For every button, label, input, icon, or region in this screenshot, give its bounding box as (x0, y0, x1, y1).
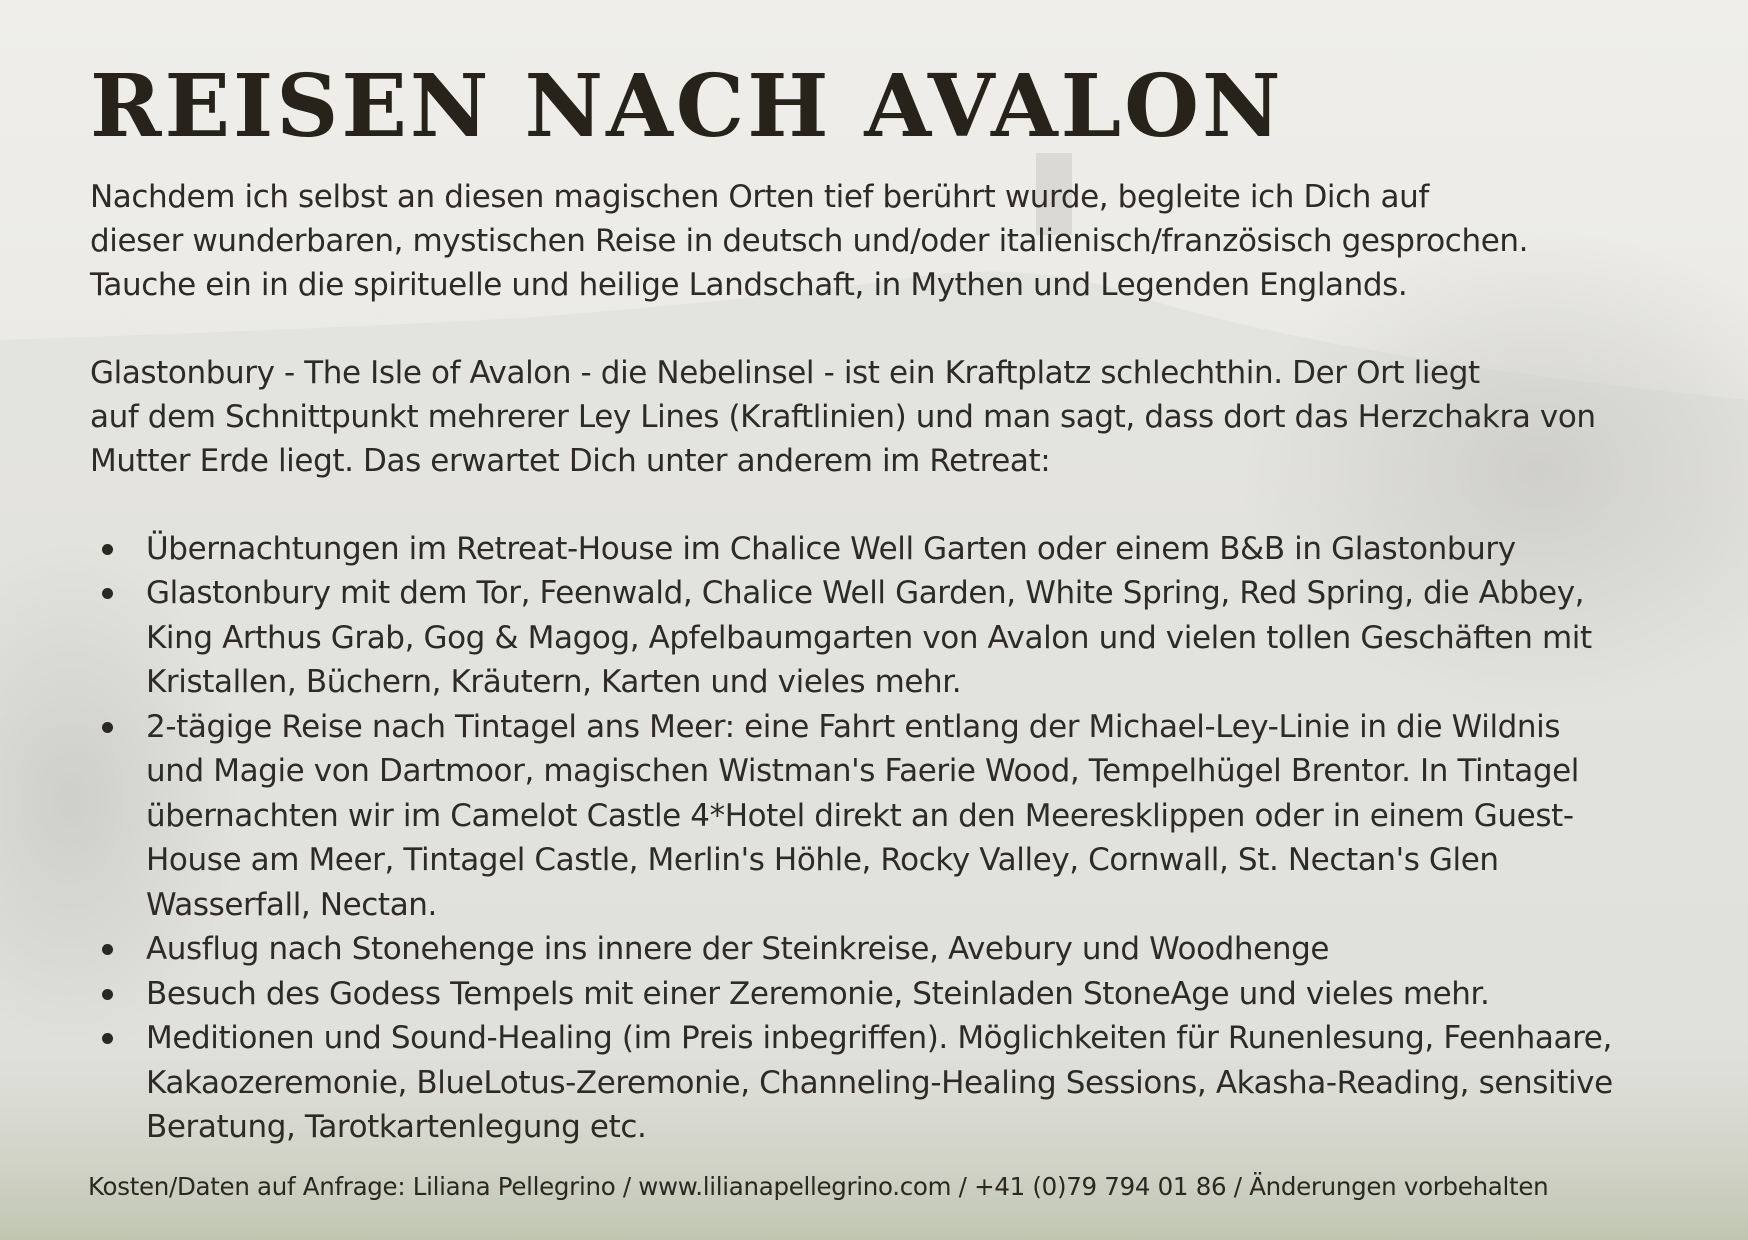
glastonbury-line: auf dem Schnittpunkt mehrerer Ley Lines (Kraftlinien) und man sagt, dass dort das Herzchakra von (90, 398, 1596, 435)
list-item-line: Ausflug nach Stonehenge ins innere der Steinkreise, Avebury und Woodhenge (146, 931, 1330, 968)
list-item-line: Meditionen und Sound-Healing (im Preis inbegriffen). Möglichkeiten für Runenlesung, Feenhaare, (146, 1020, 1612, 1057)
list-item (146, 705, 1690, 928)
list-item-line: Übernachtungen im Retreat-House im Chalice Well Garten oder einem B&B in Glastonbury (146, 530, 1516, 567)
list-item (146, 972, 1690, 1017)
intro-paragraph (90, 175, 1690, 307)
list-item-line: Wasserfall, Nectan. (146, 886, 437, 923)
list-item-line: House am Meer, Tintagel Castle, Merlin's Höhle, Rocky Valley, Cornwall, St. Nectan's Glen (146, 842, 1499, 879)
list-item-line: Kakaozeremonie, BlueLotus-Zeremonie, Channeling-Healing Sessions, Akasha-Reading, sensitive (146, 1064, 1613, 1101)
list-item (146, 527, 1690, 572)
intro-line: Tauche ein in die spirituelle und heilige Landschaft, in Mythen und Legenden Englands. (90, 266, 1408, 303)
list-item-line: Beratung, Tarotkartenlegung etc. (146, 1109, 647, 1146)
list-item-line: King Arthus Grab, Gog & Magog, Apfelbaumgarten von Avalon und vielen tollen Geschäften mit (146, 619, 1592, 656)
list-item (146, 927, 1690, 972)
main-content (90, 58, 1690, 1150)
list-item-line: übernachten wir im Camelot Castle 4*Hotel direkt an den Meeresklippen oder in einem Guest- (146, 797, 1574, 834)
retreat-list (90, 527, 1690, 1150)
page-title: REISEN NACH AVALON (90, 56, 1284, 157)
list-item (146, 571, 1690, 705)
list-item-line: 2-tägige Reise nach Tintagel ans Meer: eine Fahrt entlang der Michael-Ley-Linie in die Wildnis (146, 708, 1561, 745)
glastonbury-line: Glastonbury - The Isle of Avalon - die Nebelinsel - ist ein Kraftplatz schlechthin. Der Ort liegt (90, 354, 1480, 391)
list-item (146, 1016, 1690, 1150)
bullet-icon (102, 588, 113, 599)
bullet-icon (102, 1033, 113, 1044)
bullet-icon (102, 989, 113, 1000)
bullet-icon (102, 944, 113, 955)
list-item-line: Glastonbury mit dem Tor, Feenwald, Chalice Well Garden, White Spring, Red Spring, die Abbey, (146, 575, 1585, 612)
list-item-line: Besuch des Godess Tempels mit einer Zeremonie, Steinladen StoneAge und vieles mehr. (146, 975, 1490, 1012)
bullet-icon (102, 544, 113, 555)
intro-line: Nachdem ich selbst an diesen magischen Orten tief berührt wurde, begleite ich Dich auf (90, 178, 1429, 215)
glastonbury-line: Mutter Erde liegt. Das erwartet Dich unter anderem im Retreat: (90, 442, 1051, 479)
list-item-line: und Magie von Dartmoor, magischen Wistman's Faerie Wood, Tempelhügel Brentor. In Tintagel (146, 753, 1579, 790)
bullet-icon (102, 722, 113, 733)
contact-footer: Kosten/Daten auf Anfrage: Liliana Pellegrino / www.lilianapellegrino.com / +41 (0)79 794 01 86 / Änderungen vorbehalten (88, 1172, 1549, 1201)
glastonbury-paragraph (90, 351, 1690, 483)
intro-line: dieser wunderbaren, mystischen Reise in deutsch und/oder italienisch/französisch gesprochen. (90, 222, 1529, 259)
list-item-line: Kristallen, Büchern, Kräutern, Karten und vieles mehr. (146, 664, 962, 701)
